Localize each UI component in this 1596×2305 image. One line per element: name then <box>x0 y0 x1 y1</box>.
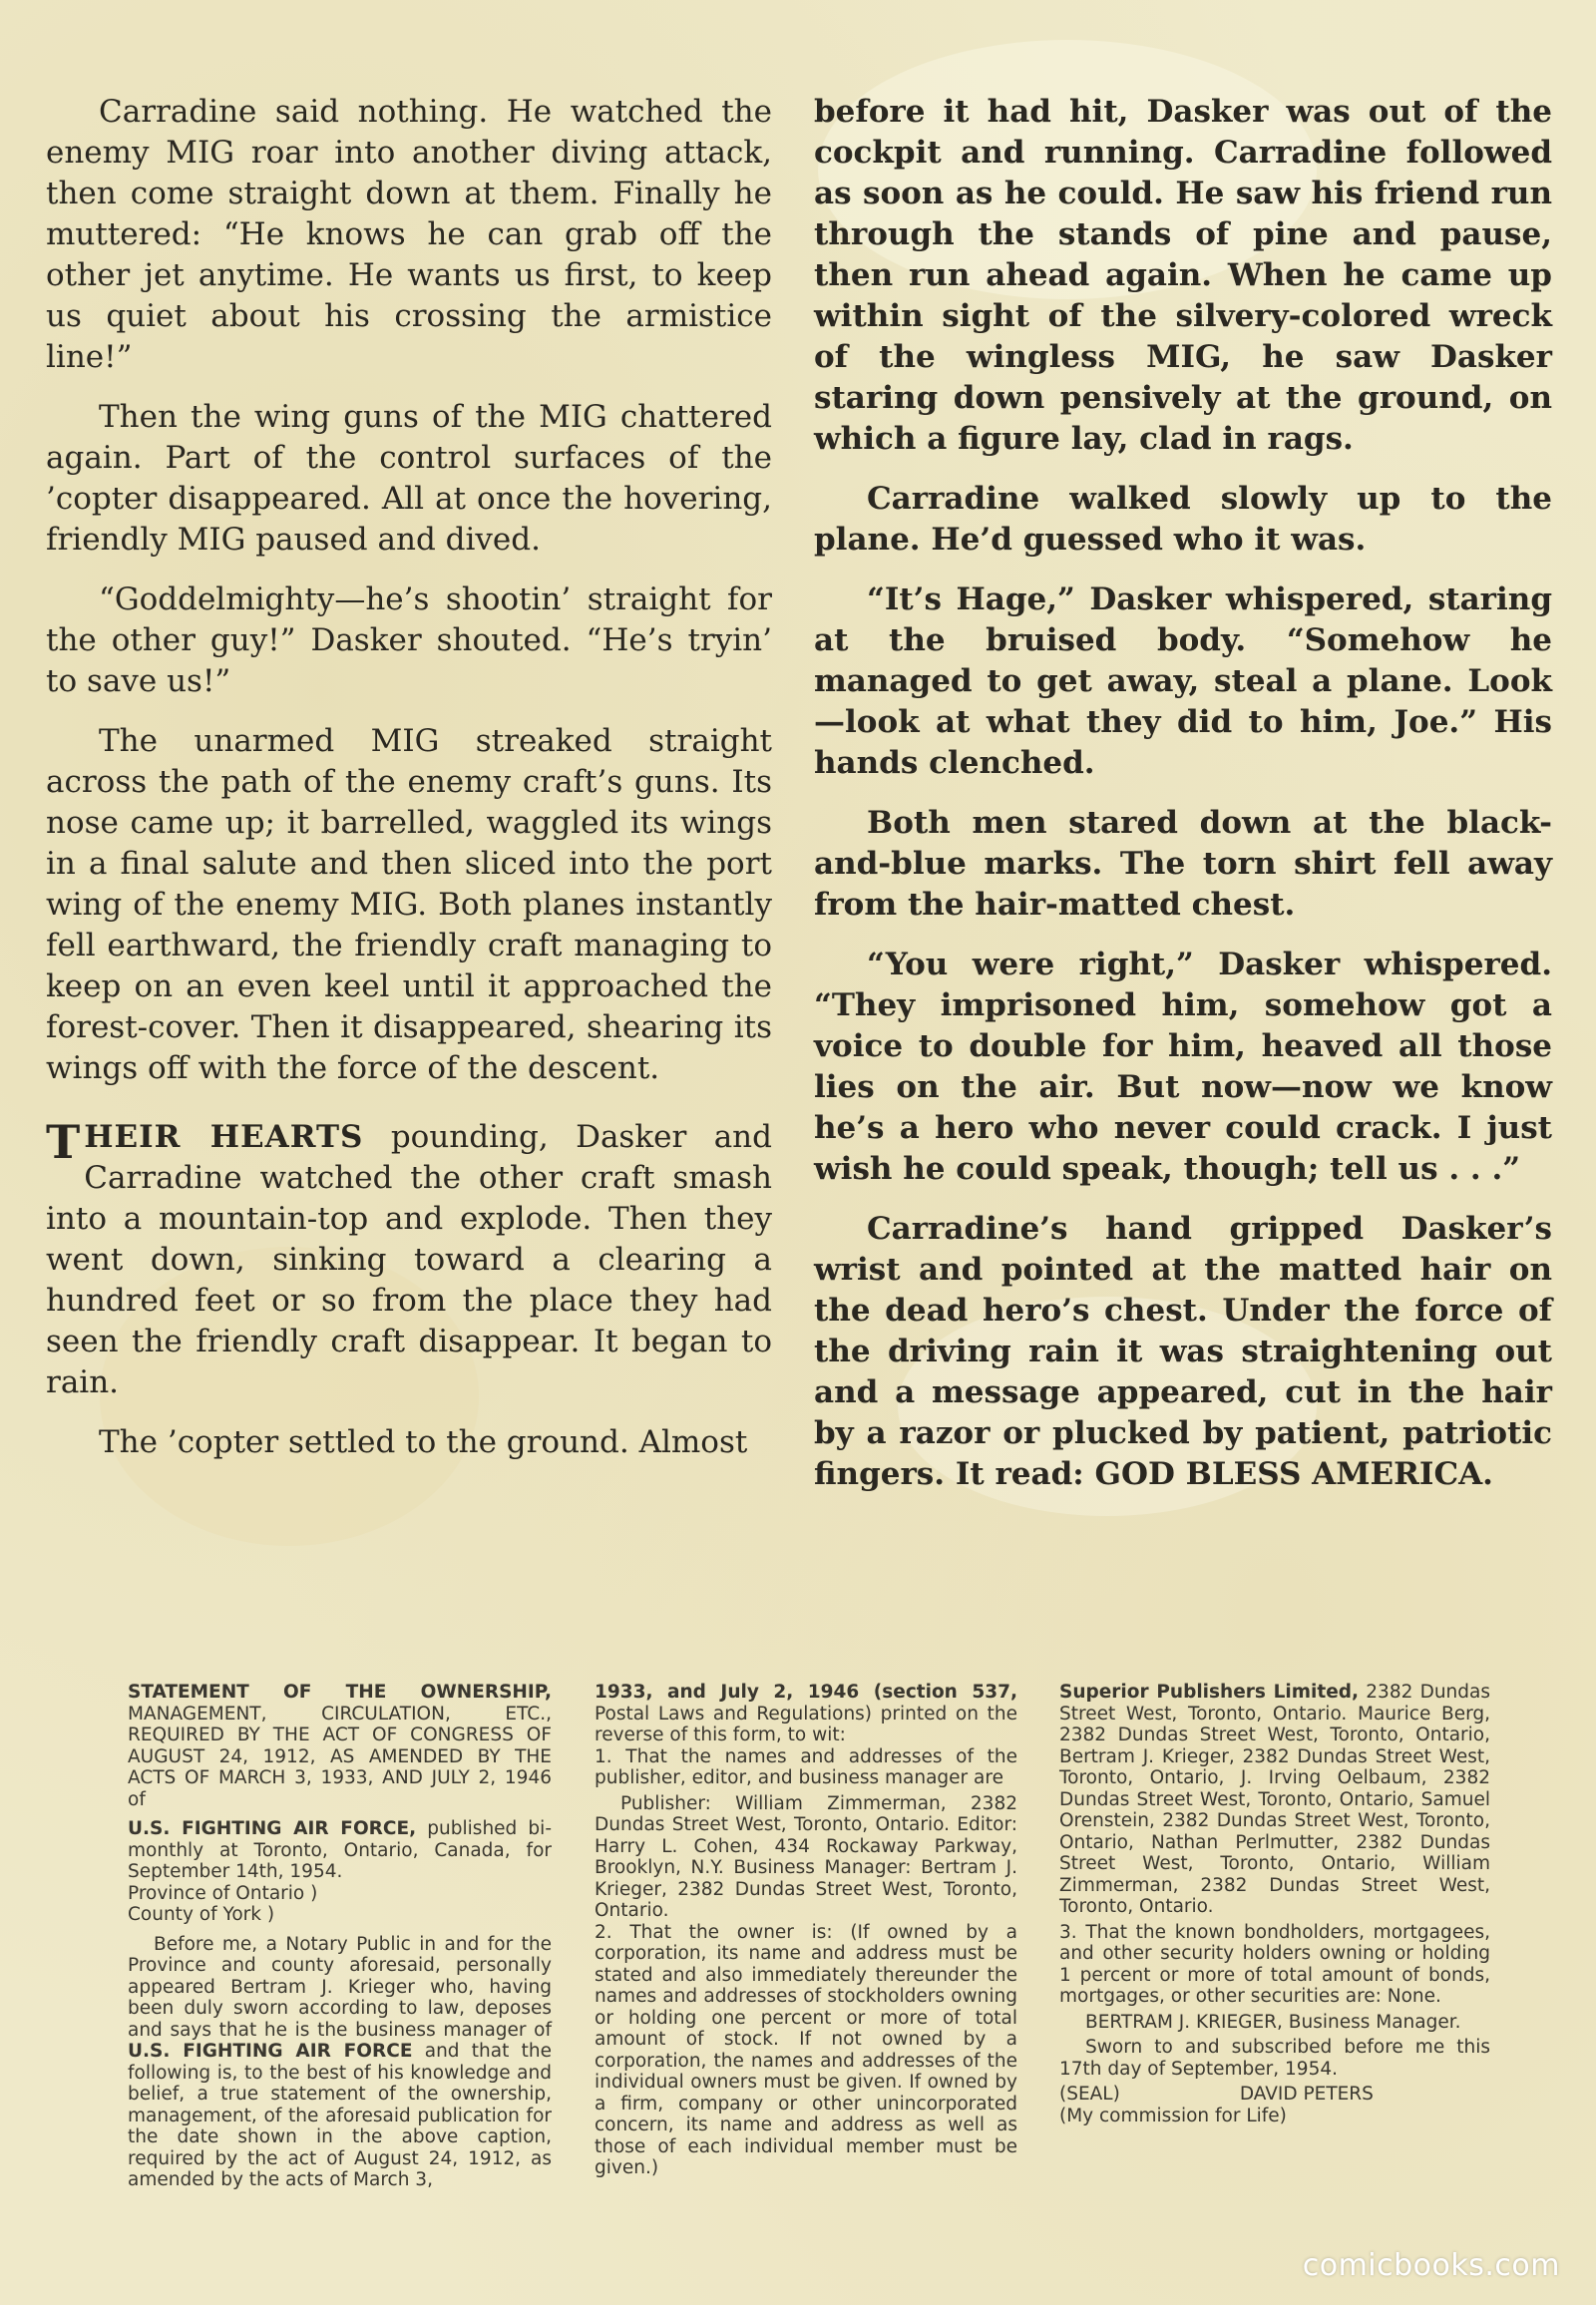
affidavit-publication-name: U.S. FIGHTING AIR FORCE <box>128 2041 413 2062</box>
affidavit-text <box>128 1934 552 2191</box>
section-leadin: HEIR HEARTS <box>84 1119 364 1155</box>
statement-item-3: 3. That the known bondholders, mortgagees, and other security holders owning or holding 1 percent or more of total amount of bonds, mortgages, or other securities are: None. <box>1059 1921 1490 2007</box>
dropcap-letter: T <box>46 1115 81 1169</box>
signature-block <box>1059 2012 1490 2127</box>
statement-intro-text: Postal Laws and Regulations) printed on the reverse of this form, to wit: <box>595 1703 1017 1745</box>
story-paragraph: “You were right,” Dasker whispered. “They imprisoned him, somehow got a voice to double for him, heaved all those lies on the air. But now—now we know he’s a hero who never could crack. I just wish he could speak, though; tell us . . .” <box>814 947 1552 1187</box>
story-left-column <box>46 92 772 1482</box>
publication-details: published bi-monthly at Toronto, Ontario, Canada, for September 14th, 1954. <box>128 1818 552 1882</box>
ownership-statement-col-1 <box>128 1682 552 2191</box>
manager-signature: BERTRAM J. KRIEGER, Business Manager. <box>1085 2011 1461 2033</box>
owner-details: 2382 Dundas Street West, Toronto, Ontario. Maurice Berg, 2382 Dundas Street West, Toronto, Ontario, Bertram J. Krieger, 2382 Dundas Street West, Toronto, Ontario, J. Irving Oelbaum, 2382 Dundas Street West, Toronto, Ontario, Samuel Orenstein, 2382 Dundas Street West, Toronto, Ontario, Nathan Perlmutter, 2382 Dundas Street West, Toronto, Ontario, William Zimmerman, 2382 Dundas Street West, Toronto, Ontario. <box>1059 1682 1490 1917</box>
section-text: pounding, Dasker and Carradine watched the other craft smash into a mountain-top and explode. Then they went down, sinking toward a clearing a hundred feet or so from the place they had seen the friendly craft disappear. It began to rain. <box>46 1119 772 1400</box>
story-right-column <box>814 92 1552 1514</box>
statement-heading-bold: STATEMENT OF THE OWNERSHIP, <box>128 1682 552 1703</box>
story-paragraph: Both men stared down at the black-and-blue marks. The torn shirt fell away from the hair-matted chest. <box>814 805 1552 923</box>
statement-heading-text: MANAGEMENT, CIRCULATION, ETC., REQUIRED BY THE ACT OF CONGRESS OF AUGUST 24, 1912, AS AMENDED BY THE ACTS OF MARCH 3, 1933, AND JULY 2, 1946 of <box>128 1703 552 1810</box>
ownership-statement-col-3 <box>1059 1682 1490 2126</box>
story-paragraph: before it had hit, Dasker was out of the cockpit and running. Carradine followed as soon as he could. He saw his friend run through the stands of pine and pause, then run ahead again. When he came up within sight of the silvery-colored wreck of the wingless MIG, he saw Dasker staring down pensively at the ground, on which a figure lay, clad in rags. <box>814 94 1552 457</box>
statement-heading <box>128 1682 552 1810</box>
owner-company: Superior Publishers Limited, <box>1059 1682 1360 1703</box>
story-paragraph: The unarmed MIG streaked straight across the path of the enemy craft’s guns. Its nose came up; it barrelled, waggled its wings in a final salute and then sliced into the port wing of the enemy MIG. Both planes instantly fell earthward, the friendly craft managing to keep on an even keel until it approached the forest-cover. Then it disappeared, shearing its wings off with the force of the descent. <box>46 723 772 1086</box>
seal-notary-line <box>1059 2084 1490 2106</box>
story-paragraph: Carradine said nothing. He watched the enemy MIG roar into another diving attack, then come straight down at them. Finally he muttered: “He knows he can grab off the other jet anytime. He wants us first, to keep us quiet about his crossing the armistice line!” <box>46 94 772 375</box>
story-paragraph: Then the wing guns of the MIG chattered again. Part of the control surfaces of the ’copter disappeared. All at once the hovering, friendly MIG paused and dived. <box>46 399 772 558</box>
affidavit-text-b: and that the following is, to the best of his knowledge and belief, a true statement of the ownership, management, of the aforesaid publication for the date shown in the above caption, required by the act of August 24, 1912, as amended by the acts of March 3, <box>128 2041 552 2190</box>
site-watermark: comicbooks.com <box>1302 2248 1560 2283</box>
publication-name: U.S. FIGHTING AIR FORCE, <box>128 1818 417 1839</box>
statement-intro-bold: 1933, and July 2, 1946 (section 537, <box>595 1682 1017 1703</box>
statement-item-1-detail: Publisher: William Zimmerman, 2382 Dundas Street West, Toronto, Ontario. Editor: Harry L. Cohen, 434 Rockaway Parkway, Brooklyn, N.Y. Business Manager: Bertram J. Krieger, 2382 Dundas Street West, Toronto, Ontario. <box>595 1792 1017 1921</box>
story-paragraph: The ’copter settled to the ground. Almost <box>99 1424 748 1460</box>
ownership-statement-col-2 <box>595 1682 1017 2179</box>
owner-list <box>1059 1682 1490 1918</box>
province-line: Province of Ontario ) <box>128 1882 318 1904</box>
sworn-line: Sworn to and subscribed before me this 17th day of September, 1954. <box>1059 2037 1490 2080</box>
notary-name: DAVID PETERS <box>1239 2084 1374 2105</box>
statement-item-2: 2. That the owner is: (If owned by a corporation, its name and address must be stated and also immediately thereunder the names and addresses of stockholders owning or holding one percent or more of total amount of stock. If not owned by a corporation, the names and addresses of the individual owners must be given. If owned by a firm, company or other unincorporated concern, its name and address as well as those of each individual member must be given.) <box>595 1921 1017 2178</box>
section-break-paragraph <box>46 1117 772 1403</box>
story-paragraph: “Goddelmighty—he’s shootin’ straight for the other guy!” Dasker shouted. “He’s tryin’ to save us!” <box>46 581 772 699</box>
story-paragraph: Carradine walked slowly up to the plane. He’d guessed who it was. <box>814 481 1552 558</box>
story-paragraph: Carradine’s hand gripped Dasker’s wrist and pointed at the matted hair on the dead hero’s chest. Under the force of the driving rain it was straightening out and a message appeared, cut in the hair by a razor or plucked by patient, patriotic fingers. It read: GOD BLESS AMERICA. <box>814 1211 1552 1492</box>
commission-line: (My commission for Life) <box>1059 2105 1287 2126</box>
statement-intro <box>595 1682 1017 1746</box>
affidavit-text-a: Before me, a Notary Public in and for the Province and county aforesaid, personally appeared Bertram J. Krieger who, having been duly sworn according to law, deposes and says that he is the business manager of <box>128 1933 552 2041</box>
seal-label: (SEAL) <box>1059 2084 1120 2105</box>
statement-item-1: 1. That the names and addresses of the publisher, editor, and business manager are <box>595 1745 1017 1788</box>
story-paragraph: “It’s Hage,” Dasker whispered, staring at the bruised body. “Somehow he managed to get away, steal a plane. Look—look at what they did to him, Joe.” His hands clenched. <box>814 581 1552 781</box>
county-line: County of York ) <box>128 1904 275 1925</box>
publication-line <box>128 1818 552 1883</box>
